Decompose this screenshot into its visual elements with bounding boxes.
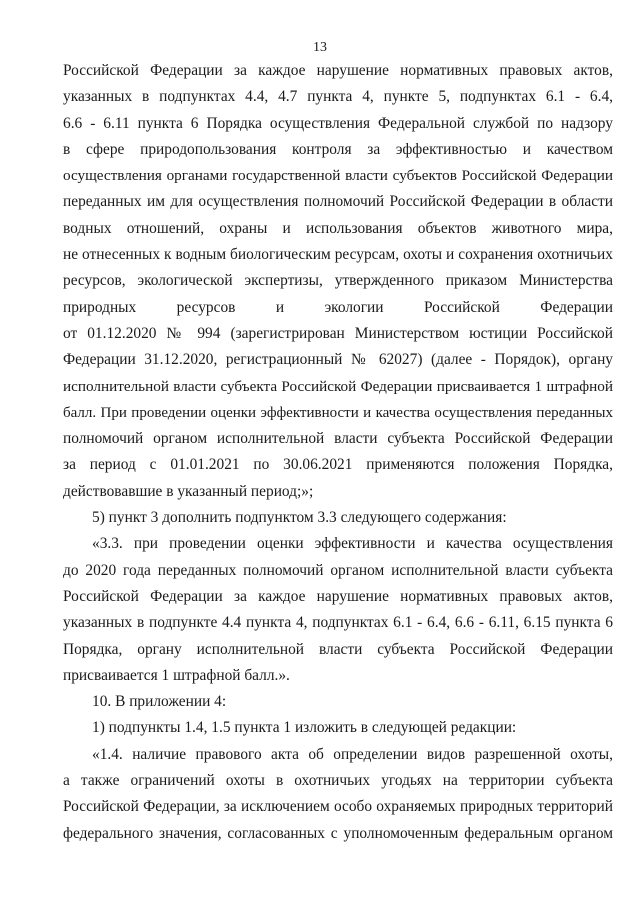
text-line: присваивается 1 штрафной балл.».	[63, 666, 290, 684]
text-line: осуществления органами государственной власти субъектов Российской Федерации	[63, 167, 613, 185]
text-line: действовавшие в указанный период;»;	[63, 482, 314, 500]
text-line: от 01.12.2020 № 994 (зарегистрирован Министерством юстиции Российской	[63, 324, 613, 342]
text-line: а также ограничений охоты в охотничьих угодьях на территории субъекта	[63, 772, 613, 790]
text-line: ресурсов, экологической экспертизы, утвержденного приказом Министерства	[63, 272, 613, 290]
text-line: Российской Федерации за каждое нарушение нормативных правовых актов,	[63, 62, 613, 79]
text-line: до 2020 года переданных полномочий органом исполнительной власти субъекта	[63, 561, 613, 579]
text-line: не отнесенных к водным биологическим ресурсам, охоты и сохранения охотничьих	[63, 246, 613, 264]
text-line: указанных в подпунктах 4.4, 4.7 пункта 4, пункте 5, подпунктах 6.1 - 6.4,	[63, 88, 613, 106]
text-line: водных отношений, охраны и использования объектов животного мира,	[63, 219, 613, 237]
text-line: исполнительной власти субъекта Российской Федерации присваивается 1 штрафной	[63, 377, 613, 395]
text-line: Российской Федерации, за исключением особо охраняемых природных территорий	[63, 798, 613, 816]
text-line: природных ресурсов и экологии Российской Федерации	[63, 298, 613, 316]
text-line: федерального значения, согласованных с уполномоченным федеральным органом	[63, 824, 613, 842]
text-line: 1) подпункты 1.4, 1.5 пункта 1 изложить в следующей редакции:	[92, 719, 517, 737]
text-line: балл. При проведении оценки эффективности и качества осуществления переданных	[63, 404, 613, 421]
text-line: указанных в подпункте 4.4 пункта 4, подпунктах 6.1 - 6.4, 6.6 - 6.11, 6.15 пункта 6	[63, 614, 613, 632]
text-line: за период с 01.01.2021 по 30.06.2021 применяются положения Порядка,	[63, 456, 613, 474]
text-line: 10. В приложении 4:	[92, 693, 227, 711]
text-line: Федерации 31.12.2020, регистрационный № 62027) (далее - Порядок), органу	[63, 351, 613, 369]
text-line: Российской Федерации за каждое нарушение нормативных правовых актов,	[63, 587, 613, 605]
text-line: 5) пункт 3 дополнить подпунктом 3.3 следующего содержания:	[92, 509, 507, 527]
text-line: «3.3. при проведении оценки эффективности и качества осуществления	[92, 535, 613, 553]
text-line: Порядка, органу исполнительной власти субъекта Российской Федерации	[63, 640, 613, 658]
document-body	[63, 58, 613, 847]
text-line: 6.6 - 6.11 пункта 6 Порядка осуществления Федеральной службой по надзору	[63, 114, 613, 132]
text-line: «1.4. наличие правового акта об определении видов разрешенной охоты,	[92, 745, 613, 763]
page-number: 13	[313, 40, 327, 55]
text-line: в сфере природопользования контроля за эффективностью и качеством	[63, 140, 613, 158]
text-line: переданных им для осуществления полномочий Российской Федерации в области	[63, 193, 613, 211]
text-line: полномочий органом исполнительной власти субъекта Российской Федерации	[63, 430, 613, 448]
